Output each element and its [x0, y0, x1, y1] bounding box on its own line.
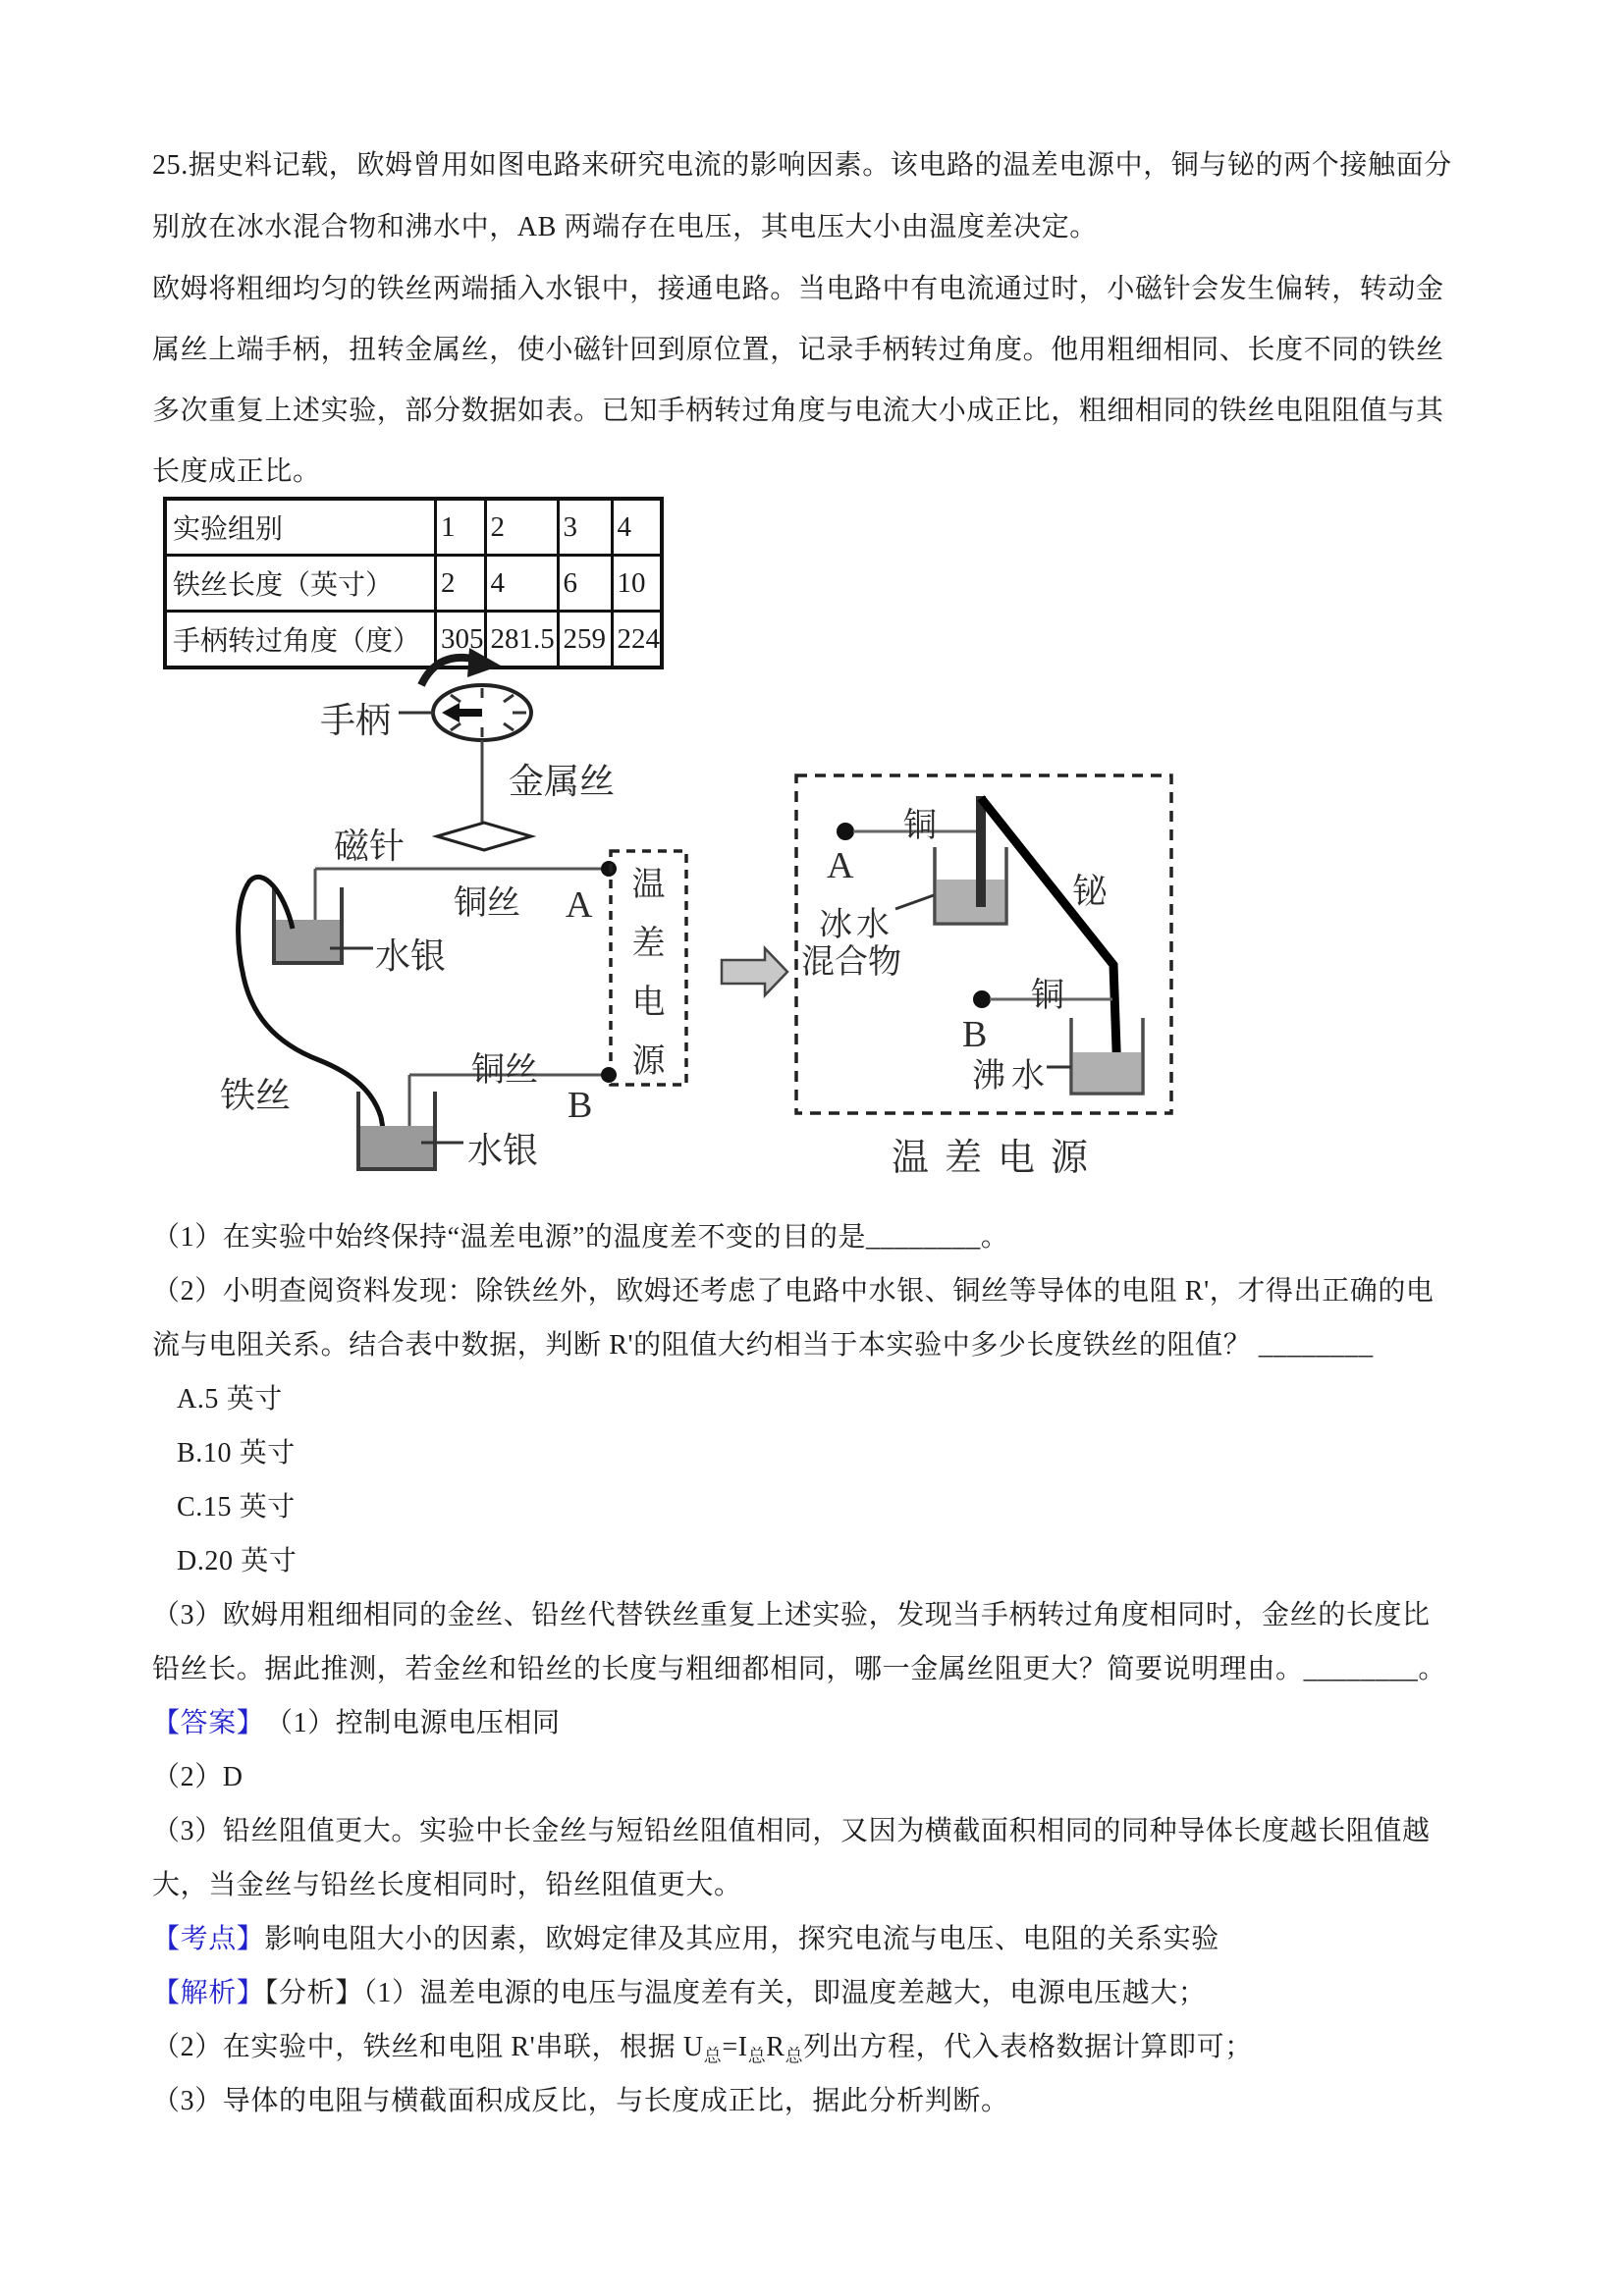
table-header-cell: 铁丝长度（英寸）: [165, 556, 436, 612]
option-b: B.10 英寸: [177, 1438, 296, 1468]
formula-mid1: =I: [722, 2032, 748, 2062]
detail-terminal-b-dot: [973, 990, 991, 1008]
table-cell: 4: [612, 499, 662, 556]
answer-1-text: （1）控制电源电压相同: [250, 1708, 561, 1738]
answer-bracket-label: 【答案】: [152, 1708, 251, 1738]
table-cell: 2: [485, 499, 558, 556]
mercury-fill-upper: [276, 920, 341, 961]
points-line: [152, 1917, 1488, 1956]
table-cell: 224: [612, 612, 662, 668]
problem-paragraph1-line1: 25.据史料记载，欧姆曾用如图电路来研究电流的影响因素。该电路的温差电源中，铜与铋的两个接触面分: [152, 150, 1452, 181]
table-cell: 4: [485, 556, 558, 612]
detail-terminal-a-label: A: [827, 845, 854, 886]
problem-paragraph2-line1: 欧姆将粗细均匀的铁丝两端插入水银中，接通电路。当电路中有电流通过时，小磁针会发生偏转，转动金: [152, 274, 1444, 304]
mercury-upper-label: 水银: [375, 936, 447, 976]
magnetic-needle-diamond: [437, 823, 531, 850]
bismuth-wire: [981, 798, 1117, 1077]
question-2-line2: 流与电阻关系。结合表中数据，判断 R'的阻值大约相当于本实验中多少长度铁丝的阻值？ ________: [152, 1330, 1374, 1361]
table-cell: 259: [558, 612, 612, 668]
problem-paragraph2-line3: 多次重复上述实验，部分数据如表。已知手柄转过角度与电流大小成正比，粗细相同的铁丝电阻阻值与其: [152, 396, 1444, 426]
analysis-formula-line: [152, 2025, 1488, 2068]
ice-water-label-line2: 混合物: [801, 944, 901, 981]
formula-sub2: 总: [747, 2046, 767, 2066]
analysis-line1: [152, 1971, 1488, 2010]
table-cell: 2: [436, 556, 486, 612]
mercury-fill-lower: [360, 1126, 433, 1168]
experiment-data-table: [163, 497, 664, 669]
terminal-b-dot: [601, 1067, 617, 1083]
table-row: [165, 556, 662, 612]
terminal-a-label: A: [566, 884, 593, 926]
terminal-a-dot: [601, 861, 617, 877]
answer-2: （2）D: [152, 1762, 244, 1792]
terminal-b-label: B: [568, 1085, 593, 1126]
magnetic-needle-label: 磁针: [334, 827, 406, 866]
analysis-line3: （3）导体的电阻与横截面积成反比，与长度成正比，据此分析判断。: [152, 2086, 1009, 2116]
mercury-lower-label: 水银: [467, 1131, 539, 1170]
points-text: 影响电阻大小的因素，欧姆定律及其应用，探究电流与电压、电阻的关系实验: [264, 1924, 1219, 1954]
question-3-line1: （3）欧姆用粗细相同的金丝、铅丝代替铁丝重复上述实验，发现当手柄转过角度相同时，金丝的长度比: [152, 1600, 1431, 1630]
bismuth-label: 铋: [1072, 872, 1109, 911]
formula-sub1: 总: [703, 2046, 723, 2066]
copper-wire-top-label: 铜丝: [454, 885, 520, 922]
rotation-arrow-head-icon: [467, 648, 501, 677]
table-cell: 10: [612, 556, 662, 612]
ice-water-fill: [937, 880, 1004, 922]
table-cell: 281.5: [485, 612, 558, 668]
metal-wire-label: 金属丝: [509, 762, 616, 801]
ice-water-pointer: [895, 895, 934, 909]
question-3-line2: 铅丝长。据此推测，若金丝和铅丝的长度与粗细都相同，哪一金属丝阻更大？简要说明理由。________。: [152, 1654, 1447, 1684]
analysis-1-text: （1）温差电源的电压与温度差有关，即温度差越大，电源电压越大；: [362, 1978, 1207, 2008]
table-cell: 305: [436, 612, 486, 668]
table-row: [165, 499, 662, 556]
analysis-bracket-label: 【解析】: [152, 1978, 265, 2008]
table-header-cell: 实验组别: [165, 499, 436, 556]
detail-terminal-b-label: B: [962, 1014, 988, 1055]
analysis-sublabel: 【分析】: [264, 1978, 363, 2008]
table-header-cell: 手柄转过角度（度）: [165, 612, 436, 668]
copper-bottom-label: 铜: [1031, 978, 1064, 1014]
table-cell: 6: [558, 556, 612, 612]
formula-sub3: 总: [785, 2046, 804, 2066]
points-bracket-label: 【考点】: [152, 1924, 265, 1954]
option-c: C.15 英寸: [177, 1492, 296, 1522]
formula-post: 列出方程，代入表格数据计算即可；: [803, 2032, 1253, 2062]
copper-top-label: 铜: [903, 808, 937, 844]
question-2-line1: （2）小明查阅资料发现：除铁丝外，欧姆还考虑了电路中水银、铜丝等导体的电阻 R'，才得出正确的电: [152, 1276, 1435, 1307]
question-1: （1）在实验中始终保持“温差电源”的温度差不变的目的是________。: [152, 1222, 1009, 1253]
ice-water-label-line1: 冰水: [819, 907, 893, 943]
table-cell: 1: [436, 499, 486, 556]
boiling-water-fill: [1073, 1052, 1141, 1092]
answer-3-line2: 大，当金丝与铅丝长度相同时，铅丝阻值更大。: [152, 1870, 742, 1900]
problem-paragraph2-line2: 属丝上端手柄，扭转金属丝，使小磁针回到原位置，记录手柄转过角度。他用粗细相同、长度不同的铁丝: [152, 335, 1444, 365]
detail-terminal-a-dot: [837, 823, 854, 840]
answer-line1: [152, 1701, 1488, 1740]
formula-pre: （2）在实验中，铁丝和电阻 R'串联，根据 U: [152, 2032, 704, 2062]
circuit-diagram-figure: [147, 648, 1483, 1212]
iron-wire-label: 铁丝: [220, 1076, 292, 1115]
copper-wire-bottom-label: 铜丝: [471, 1052, 538, 1089]
problem-paragraph1-line2: 别放在冰水混合物和沸水中，AB 两端存在电压，其电压大小由温度差决定。: [152, 212, 1098, 242]
problem-paragraph2-line4: 长度成正比。: [152, 456, 321, 487]
formula-mid2: R: [766, 2032, 785, 2062]
thermo-source-vertical-label: 温差电源: [626, 866, 663, 1101]
table-cell: 3: [558, 499, 612, 556]
option-a: A.5 英寸: [177, 1384, 283, 1415]
right-arrow-icon: [722, 948, 787, 995]
answer-3-line1: （3）铅丝阻值更大。实验中长金丝与短铅丝阻值相同，又因为横截面积相同的同种导体长度越长阻值越: [152, 1816, 1431, 1846]
handle-label: 手柄: [320, 701, 392, 740]
boiling-water-label: 沸水: [972, 1058, 1051, 1095]
thermo-source-caption: 温差电源: [892, 1138, 1105, 1179]
option-d: D.20 英寸: [177, 1546, 298, 1576]
